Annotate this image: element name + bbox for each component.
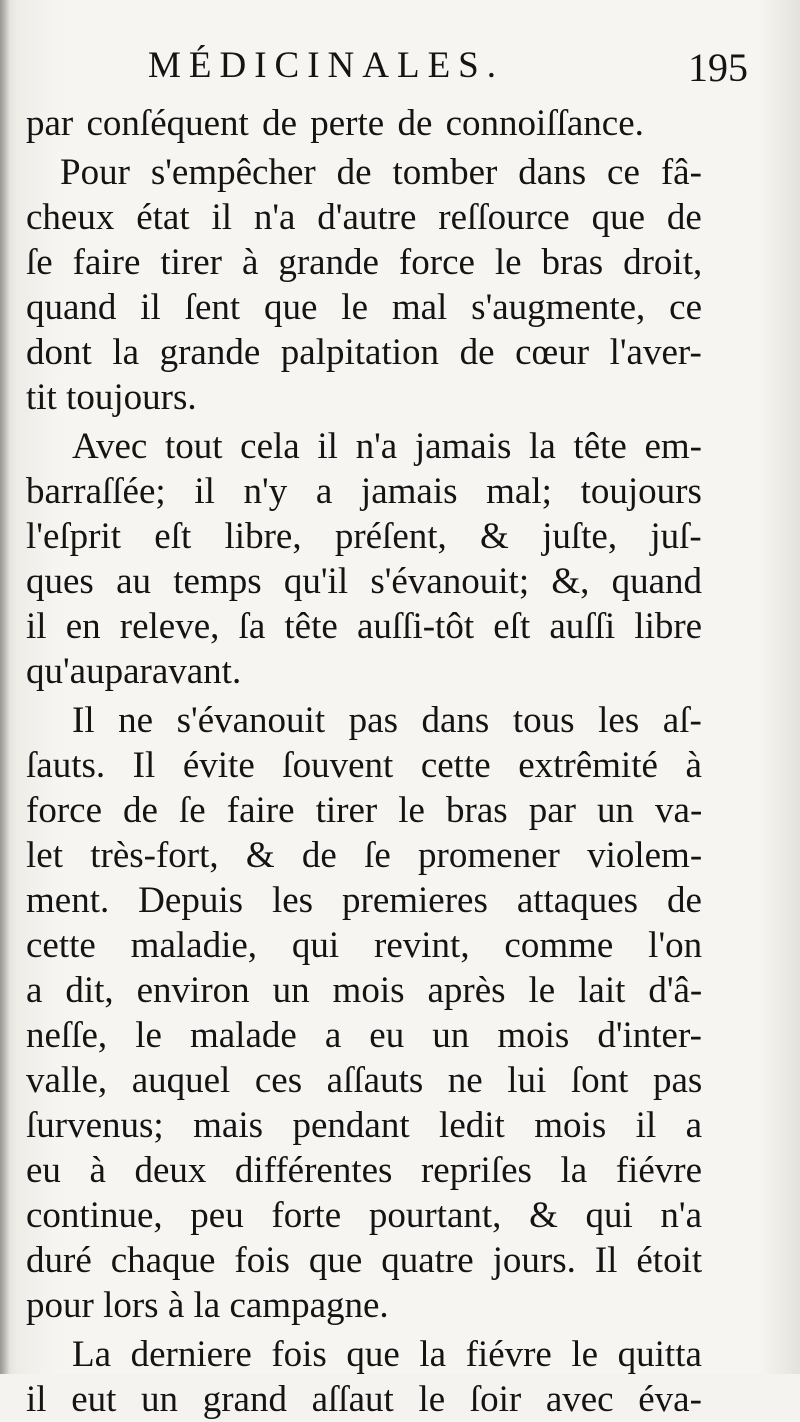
text-line: Pour s'empêcher de tomber dans ce fâ-: [60, 152, 702, 193]
text-line: let très-fort, & de ſe promener violem-: [26, 835, 703, 876]
paragraph: [26, 101, 706, 146]
text-line: ſauts. Il évite ſouvent cette extrêmité à: [26, 745, 702, 786]
text-line: par conſéquent de perte de connoiſſance.: [26, 103, 644, 144]
paragraph: [26, 150, 706, 420]
page-header: [148, 44, 748, 94]
text-line: il en releve, ſa tête auſſi-tôt eſt auſſi libre: [26, 606, 703, 647]
text-line: dont la grande palpitation de cœur l'aver-: [26, 332, 702, 373]
text-line: ment. Depuis les premieres attaques de: [26, 880, 702, 921]
text-line: valle, auquel ces aſſauts ne lui ſont pas: [26, 1060, 703, 1101]
text-line: force de ſe faire tirer le bras par un va-: [26, 790, 703, 831]
paragraph: [26, 424, 706, 694]
text-line: l'eſprit eſt libre, préſent, & juſte, juſ-: [26, 516, 702, 557]
text-line: tit toujours.: [26, 377, 197, 418]
page-number: 195: [688, 45, 748, 90]
text-line: quand il ſent que le mal s'augmente, ce: [26, 287, 703, 328]
text-line: ques au temps qu'il s'évanouit; &, quand: [26, 561, 703, 602]
text-line: cheux état il n'a d'autre reſſource que de: [26, 197, 702, 238]
text-line: duré chaque fois que quatre jours. Il étoit: [26, 1240, 703, 1281]
text-line: continue, peu forte pourtant, & qui n'a: [26, 1195, 703, 1236]
text-line: La derniere fois que la fiévre le quitta: [72, 1334, 702, 1375]
text-line: il eut un grand aſſaut le ſoir avec éva-: [26, 1379, 702, 1420]
text-line: pour lors à la campagne.: [26, 1285, 389, 1326]
text-line: eu à deux différentes repriſes la fiévre: [26, 1150, 703, 1191]
text-line: cette maladie, qui revint, comme l'on: [26, 925, 703, 966]
text-line: qu'auparavant.: [26, 651, 242, 692]
text-line: neſſe, le malade a eu un mois d'inter-: [26, 1015, 702, 1056]
text-line: Il ne s'évanouit pas dans tous les aſ-: [72, 700, 702, 741]
text-line: a dit, environ un mois après le lait d'â-: [26, 970, 703, 1011]
running-title: MÉDICINALES.: [148, 45, 505, 86]
paragraph: [26, 698, 706, 1328]
body-text: [26, 101, 706, 1422]
text-line: ſe faire tirer à grande force le bras droit,: [26, 242, 703, 283]
gutter-shadow: [0, 0, 10, 1374]
text-line: barraſſée; il n'y a jamais mal; toujours: [26, 471, 702, 512]
text-line: ſurvenus; mais pendant ledit mois il a: [26, 1105, 703, 1146]
text-line: Avec tout cela il n'a jamais la tête em-: [72, 426, 702, 467]
paragraph: [26, 1332, 706, 1422]
